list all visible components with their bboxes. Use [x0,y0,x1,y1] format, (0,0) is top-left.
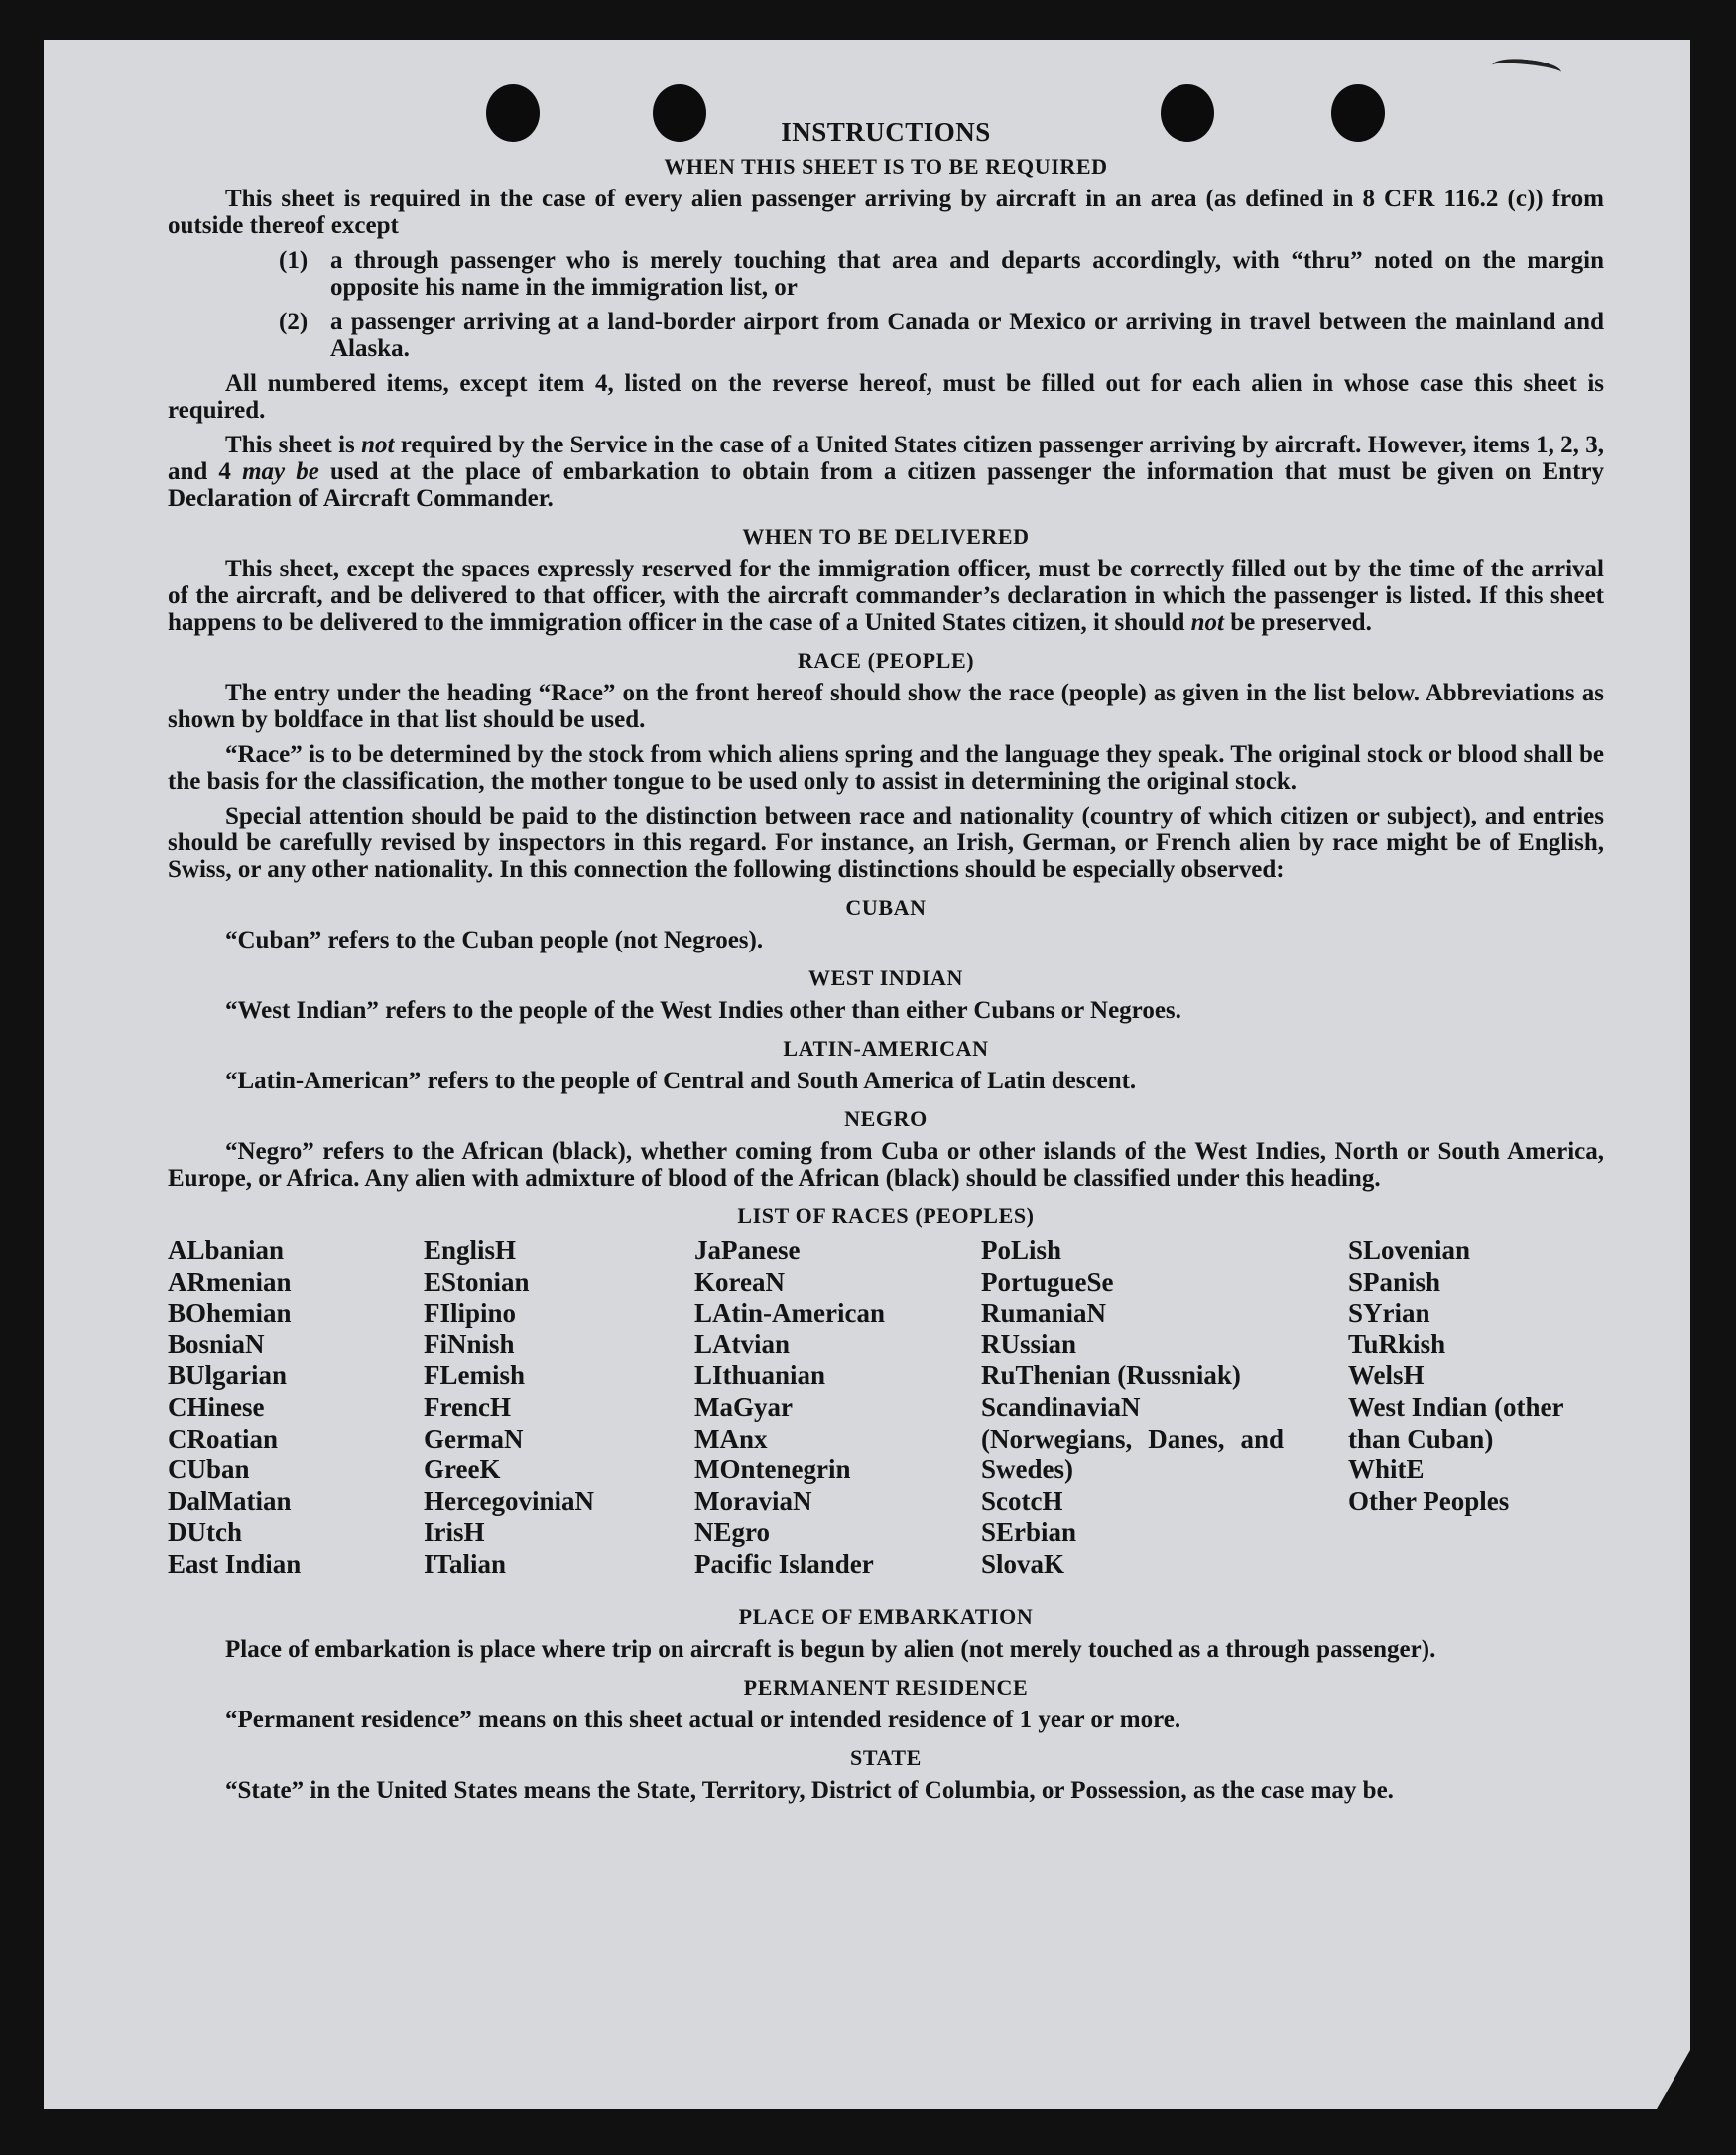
paragraph-race-3: Special attention should be paid to the distinction between race and nationality (country of which citizen or subject), and entries should be carefully revised by inspectors in this regard. For instance, an Irish, German, or French alien by race might be of English, Swiss, or any other nationality. In this connection the following distinctions should be especially observed: [168,803,1604,883]
race-entry: FIlipino [424,1298,517,1329]
race-entry: BOhemian [168,1298,292,1329]
paragraph-cuban: “Cuban” refers to the Cuban people (not Negroes). [225,927,764,953]
race-entry: ALbanian [168,1235,285,1265]
section-heading-delivered: WHEN TO BE DELIVERED [742,524,1030,549]
race-entry: CUban [168,1455,250,1485]
item-number: (1) [279,247,309,274]
race-entry: BUlgarian [168,1360,288,1391]
race-entry: SErbian [981,1517,1077,1548]
race-entry: RuThenian (Russniak) [981,1360,1241,1391]
item-text: a passenger arriving at a land-border airport from Canada or Mexico or arriving in travel between the mainland and Alaska. [330,309,1604,362]
race-entry: MAnx [694,1423,768,1454]
section-heading-west-indian: WEST INDIAN [808,965,963,990]
section-heading-state: STATE [850,1745,922,1770]
race-entry: MOntenegrin [694,1455,851,1485]
race-column-5 [1348,1235,1606,1517]
race-column-3 [694,1235,885,1581]
text-run: required by the Service in the case of a United States citizen passenger arriving by aircraft. However, items 1, 2, 3, and 4 [168,432,1604,485]
section-heading-latin-american: LATIN-AMERICAN [783,1036,989,1061]
race-entry: IrisH [424,1517,485,1548]
race-entry: RUssian [981,1329,1077,1359]
race-column-1 [168,1235,301,1581]
paragraph-permanent-residence: “Permanent residence” means on this sheet actual or intended residence of 1 year or more. [225,1707,1181,1733]
race-entry: ARmenian [168,1266,292,1297]
race-entry: PoLish [981,1235,1062,1265]
section-heading-race: RACE (PEOPLE) [797,648,975,673]
race-entry: Pacific Islander [694,1548,874,1579]
race-entry: WhitE [1348,1455,1425,1485]
race-entry: MoraviaN [694,1485,812,1516]
race-entry: HercegoviniaN [424,1485,594,1516]
race-entry: JaPanese [694,1235,801,1265]
race-entry: GreeK [424,1455,501,1485]
race-entry: NEgro [694,1517,771,1548]
race-entry: ITalian [424,1548,507,1579]
section-heading-required: WHEN THIS SHEET IS TO BE REQUIRED [664,154,1108,179]
document-page [44,40,1690,2109]
paragraph-west-indian: “West Indian” refers to the people of the West Indies other than either Cubans or Negroes. [225,997,1181,1024]
race-entry: RumaniaN [981,1298,1107,1329]
race-entry: West Indian (other than Cuban) [1348,1391,1564,1454]
text-run: be preserved. [1224,609,1372,636]
race-entry: Other Peoples [1348,1485,1510,1516]
race-entry: FLemish [424,1360,526,1391]
italic-may-be: may be [242,458,319,485]
race-entry: FrencH [424,1391,511,1422]
section-heading-permanent-residence: PERMANENT RESIDENCE [743,1675,1029,1700]
race-entry: KoreaN [694,1266,785,1297]
race-entry: DUtch [168,1517,242,1548]
text-run: used at the place of embarkation to obtain from a citizen passenger the information that must be given on Entry Declaration of Aircraft Commander. [168,458,1604,512]
race-entry: LIthuanian [694,1360,826,1391]
race-entry: PortugueSe [981,1266,1114,1297]
paragraph-required-intro: This sheet is required in the case of every alien passenger arriving by aircraft in an area (as defined in 8 CFR 116.2 (c)) from outside thereof except [168,186,1604,239]
instructions-body [168,117,1604,1812]
race-entry: SPanish [1348,1266,1441,1297]
paragraph-numbered-items: All numbered items, except item 4, listed on the reverse hereof, must be filled out for each alien in whose case this sheet is required. [168,370,1604,424]
list-of-races-heading: LIST OF RACES (PEOPLES) [737,1204,1035,1228]
folded-corner [1657,2050,1690,2109]
race-entry: GermaN [424,1423,524,1454]
paragraph-latin-american: “Latin-American” refers to the people of Central and South America of Latin descent. [225,1068,1137,1094]
race-entry: DalMatian [168,1485,292,1516]
text-run: This sheet is [225,432,362,458]
race-entry: CRoatian [168,1423,279,1454]
text-run: This sheet, except the spaces expressly reserved for the immigration officer, must be correctly filled out by the time of the arrival of the aircraft, and be delivered to that officer, with the aircraft commander’s declaration in which the passenger is listed. If this sheet happens to be delivered to the immigration officer in the case of a United States citizen, it should [168,556,1604,636]
exception-item-1 [168,247,1604,301]
italic-not: not [361,432,395,458]
section-heading-cuban: CUBAN [845,895,927,920]
race-entry: MaGyar [694,1391,793,1422]
race-entry: ScotcH [981,1485,1063,1516]
paragraph-delivered [168,556,1604,636]
race-entry: SLovenian [1348,1235,1471,1265]
item-text: a through passenger who is merely touching that area and departs accordingly, with “thru” noted on the margin opposite his name in the immigration list, or [330,247,1604,301]
ink-mark [1491,56,1562,81]
race-column-4 [981,1235,1284,1581]
race-list [168,1235,1604,1592]
section-heading-negro: NEGRO [844,1106,928,1131]
paragraph-citizen [168,432,1604,512]
exception-item-2 [168,309,1604,362]
paragraph-negro: “Negro” refers to the African (black), whether coming from Cuba or other islands of the West Indies, North or South America, Europe, or Africa. Any alien with admixture of blood of the African (black) should be classified under this heading. [168,1138,1604,1192]
race-entry: East Indian [168,1548,302,1579]
italic-not: not [1190,609,1224,636]
paragraph-race-2: “Race” is to be determined by the stock from which aliens spring and the language they speak. The original stock or blood shall be the basis for the classification, the mother tongue to be used only to assist in determining the original stock. [168,741,1604,795]
race-entry: EnglisH [424,1235,517,1265]
race-entry: SYrian [1348,1298,1430,1329]
race-entry: SlovaK [981,1548,1065,1579]
paragraph-state: “State” in the United States means the State, Territory, District of Columbia, or Possession, as the case may be. [225,1777,1394,1804]
item-number: (2) [279,309,309,335]
race-entry: LAtin-American [694,1298,885,1329]
page-title: INSTRUCTIONS [781,117,991,147]
section-heading-embarkation: PLACE OF EMBARKATION [738,1604,1034,1629]
race-column-2 [424,1235,594,1581]
race-entry: FiNnish [424,1329,515,1359]
race-entry: EStonian [424,1266,530,1297]
race-entry: CHinese [168,1391,265,1422]
paragraph-embarkation: Place of embarkation is place where trip on aircraft is begun by alien (not merely touched as a through passenger). [225,1636,1436,1663]
paragraph-race-1: The entry under the heading “Race” on the front hereof should show the race (people) as given in the list below. Abbreviations as shown by boldface in that list should be used. [168,680,1604,733]
race-entry: WelsH [1348,1360,1425,1391]
race-entry: TuRkish [1348,1329,1446,1359]
race-entry: BosniaN [168,1329,265,1359]
race-entry: ScandinaviaN (Norwegians, Danes, and Swedes) [981,1391,1284,1485]
race-entry: LAtvian [694,1329,791,1359]
